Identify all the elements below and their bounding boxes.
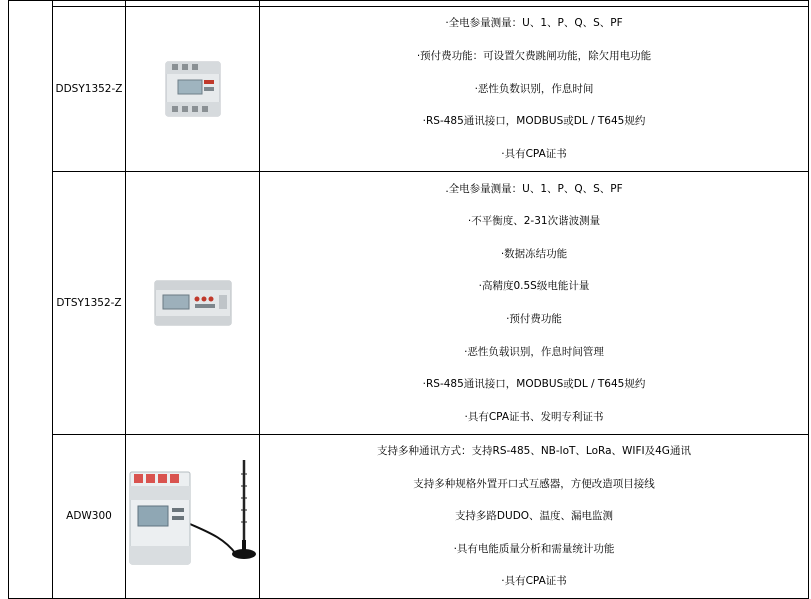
features-cell — [260, 171, 809, 434]
features-cell — [260, 7, 809, 172]
feature-line: ·恶性负载识别，作息时间管理 — [464, 345, 604, 358]
feature-line: ·数据冻结功能 — [500, 247, 568, 260]
feature-line: ·预付费功能：可设置欠费跳闸功能，除欠用电功能 — [416, 49, 652, 62]
product-image-cell — [126, 434, 260, 598]
model-cell: DDSY1352-Z — [53, 7, 126, 172]
product-image-cell — [126, 171, 260, 434]
feature-line: .全电参量测量：U、1、P、Q、S、PF — [445, 182, 623, 195]
feature-line: ·具有电能质量分析和需量统计功能 — [453, 542, 615, 555]
product-image — [158, 58, 228, 120]
product-image — [151, 275, 235, 331]
left-merged-cell — [9, 1, 53, 599]
product-image-cell — [126, 7, 260, 172]
feature-line: ·高精度0.5S级电能计量 — [478, 280, 590, 293]
model-cell: ADW300 — [53, 434, 126, 598]
model-cell: DTSY1352-Z — [53, 171, 126, 434]
feature-line: ·RS-485通讯接口，MODBUS或DL / T645规约 — [422, 115, 646, 128]
table-row — [9, 434, 809, 598]
feature-line: 支持多路DUDO、温度、漏电监测 — [454, 510, 614, 523]
feature-line: ·预付费功能 — [506, 312, 562, 325]
product-image — [128, 454, 258, 578]
feature-line: 支持多种通讯方式：支持RS-485、NB-loT、LoRa、WIFI及4G通讯 — [377, 445, 691, 457]
feature-line: ·不平衡度、2-31次谐波测量 — [467, 215, 601, 228]
features-cell — [260, 434, 809, 598]
product-spec-table — [8, 0, 809, 599]
feature-line: 支持多种规格外置开口式互感器，方便改造项目接线 — [413, 477, 655, 490]
feature-line: ·全电参量测量：U、1、P、Q、S、PF — [445, 17, 623, 29]
feature-line: ·恶性负数识别，作息时间 — [474, 82, 594, 95]
feature-line: ·具有CPA证书、发明专利证书 — [464, 410, 604, 423]
table-row — [9, 7, 809, 172]
table-row — [9, 171, 809, 434]
feature-line: ·RS-485通讯接口，MODBUS或DL / T645规约 — [422, 378, 646, 391]
feature-line: ·具有CPA证书 — [501, 575, 567, 588]
feature-line: ·具有CPA证书 — [501, 148, 567, 161]
